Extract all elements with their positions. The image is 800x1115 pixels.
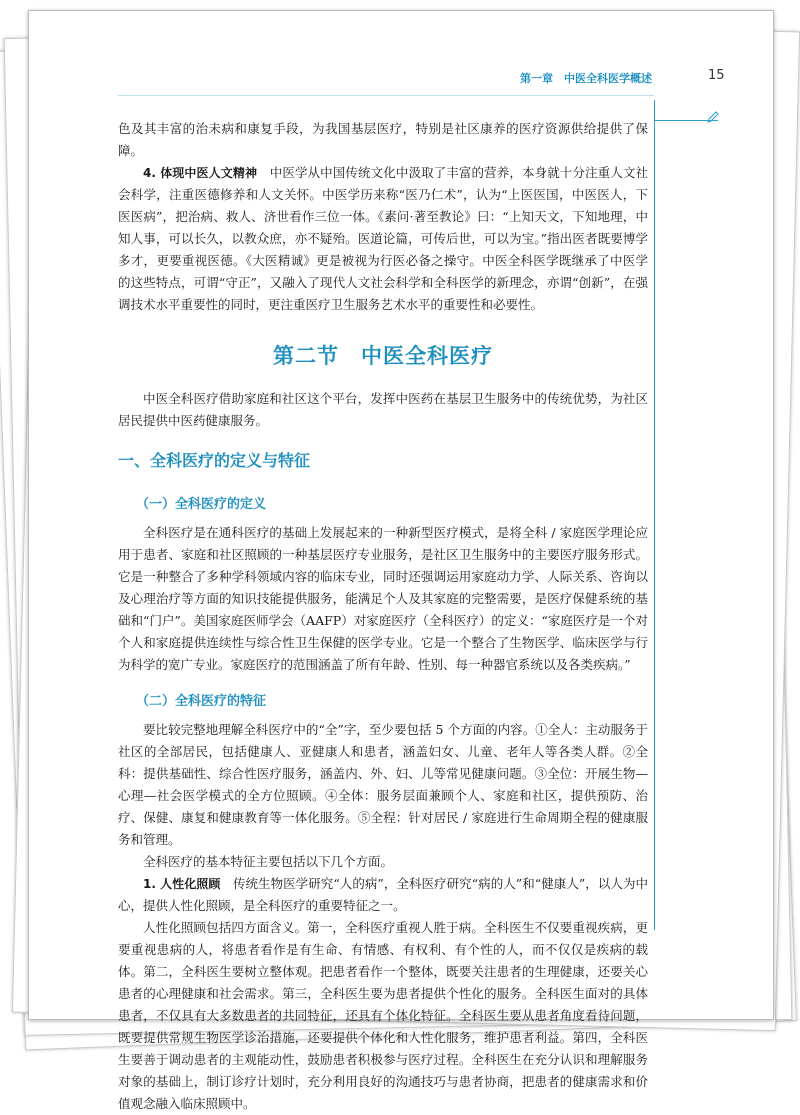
heading-definition: （一）全科医疗的定义 bbox=[136, 497, 267, 512]
paragraph-lead-humanistic: 4. 体现中医人文精神 bbox=[143, 166, 258, 180]
page-number: 15 bbox=[708, 68, 725, 83]
heading-definition-and-features: 一、全科医疗的定义与特征 bbox=[118, 451, 311, 470]
paragraph-humanistic-spirit bbox=[118, 162, 648, 316]
paragraph-text-humanized-care: 传统生物医学研究“人的病”，全科医疗研究“病的人”和“健康人”，以人为中心，提供人性化照顾，是全科医疗的重要特征之一。 bbox=[118, 876, 649, 913]
margin-note-line bbox=[654, 100, 655, 930]
paragraph-intro-continuation: 色及其丰富的治未病和康复手段，为我国基层医疗，特别是社区康养的医疗资源供给提供了保障。 bbox=[118, 121, 648, 158]
paragraph-features-summary: 全科医疗的基本特征主要包括以下几个方面。 bbox=[143, 854, 394, 869]
paragraph-definition: 全科医疗是在通科医疗的基础上发展起来的一种新型医疗模式，是将全科 / 家庭医学理论应用于患者、家庭和社区照顾的一种基层医疗专业服务，是社区卫生服务中的主要医疗服务形式。它是一种整合了多种学科领域内容的临床专业，同时还强调运用家庭动力学、人际关系、咨询以及心理治疗等方面的知识技能提供服务，能满足个人及其家庭的完整需要，是医疗保健系统的基础和“门户”。美国家庭医师学会（AAFP）对家庭医疗（全科医疗）的定义：“家庭医疗是一个对个人和家庭提供连续性与综合性卫生保健的医学专业。它是一个整合了生物医学、临床医学与行为科学的宽广专业。家庭医疗的范围涵盖了所有年龄、性别、每一种器官系统以及各类疾病。” bbox=[118, 525, 648, 672]
paragraph-lead-humanized-care: 1. 人性化照顾 bbox=[143, 877, 221, 891]
pencil-icon bbox=[706, 110, 720, 124]
page-content bbox=[118, 118, 648, 1115]
paragraph-features-five-aspects: 要比较完整地理解全科医疗中的“全”字，至少要包括 5 个方面的内容。①全人：主动服务于社区的全部居民，包括健康人、亚健康人和患者，涵盖妇女、儿童、老年人等各类人群。②全科：提供基础性、综合性医疗服务，涵盖内、外、妇、儿等常见健康问题。③全位：开展生物—心理—社会医学模式的全方位照顾。④全体：服务层面兼顾个人、家庭和社区，提供预防、治疗、保健、康复和健康教育等一体化服务。⑤全程：针对居民 / 家庭进行生命周期全程的健康服务和管理。 bbox=[118, 722, 648, 847]
heading-features: （二）全科医疗的特征 bbox=[136, 694, 267, 709]
running-head-chapter: 第一章 中医全科医学概述 bbox=[520, 72, 652, 85]
paragraph-humanized-care bbox=[118, 873, 648, 917]
header-rule bbox=[118, 95, 654, 96]
paragraph-text-humanistic: 中医学从中国传统文化中汲取了丰富的营养，本身就十分注重人文社会科学，注重医德修养和人文关怀。中医学历来称“医乃仁术”，认为“上医医国，中医医人，下医医病”，把治病、救人、济世看作三位一体。《素问·著至教论》曰：“上知天文，下知地理，中知人事，可以长久，以教众庶，亦不疑殆。医道论篇，可传后世，可以为宝。”指出医者既要博学多才，更要重视医德。《大医精诚》更是被视为行医必备之操守。中医全科医学既继承了中医学的这些特点，可谓“守正”，又融入了现代人文社会科学和全科医学的新理念，亦谓“创新”，在强调技术水平重要性的同时，更注重医疗卫生服务艺术水平的重要性和必要性。 bbox=[118, 165, 648, 312]
section-title: 第二节 中医全科医疗 bbox=[273, 344, 493, 368]
paragraph-humanized-care-detail: 人性化照顾包括四方面含义。第一，全科医疗重视人胜于病。全科医生不仅要重视疾病，更要重视患病的人，将患者看作是有生命、有情感、有权利、有个性的人，而不仅仅是疾病的载体。第二，全科医生要树立整体观。把患者看作一个整体，既要关注患者的生理健康，还要关心患者的心理健康和社会需求。第三，全科医生要为患者提供个性化的服务。全科医生面对的具体患者，不仅具有大多数患者的共同特征，还具有个体化特征。全科医生要从患者角度看待问题，既要提供常规生物医学诊治措施，还要提供个体化和人性化服务，维护患者利益。第四，全科医生要善于调动患者的主观能动性，鼓励患者积极参与医疗过程。全科医生在充分认识和理解服务对象的基础上，制订诊疗计划时，充分利用良好的沟通技巧与患者协商，把患者的健康需求和价值观念融入临床照顾中。 bbox=[118, 920, 648, 1111]
paragraph-section-intro: 中医全科医疗借助家庭和社区这个平台，发挥中医药在基层卫生服务中的传统优势，为社区居民提供中医药健康服务。 bbox=[118, 391, 648, 428]
